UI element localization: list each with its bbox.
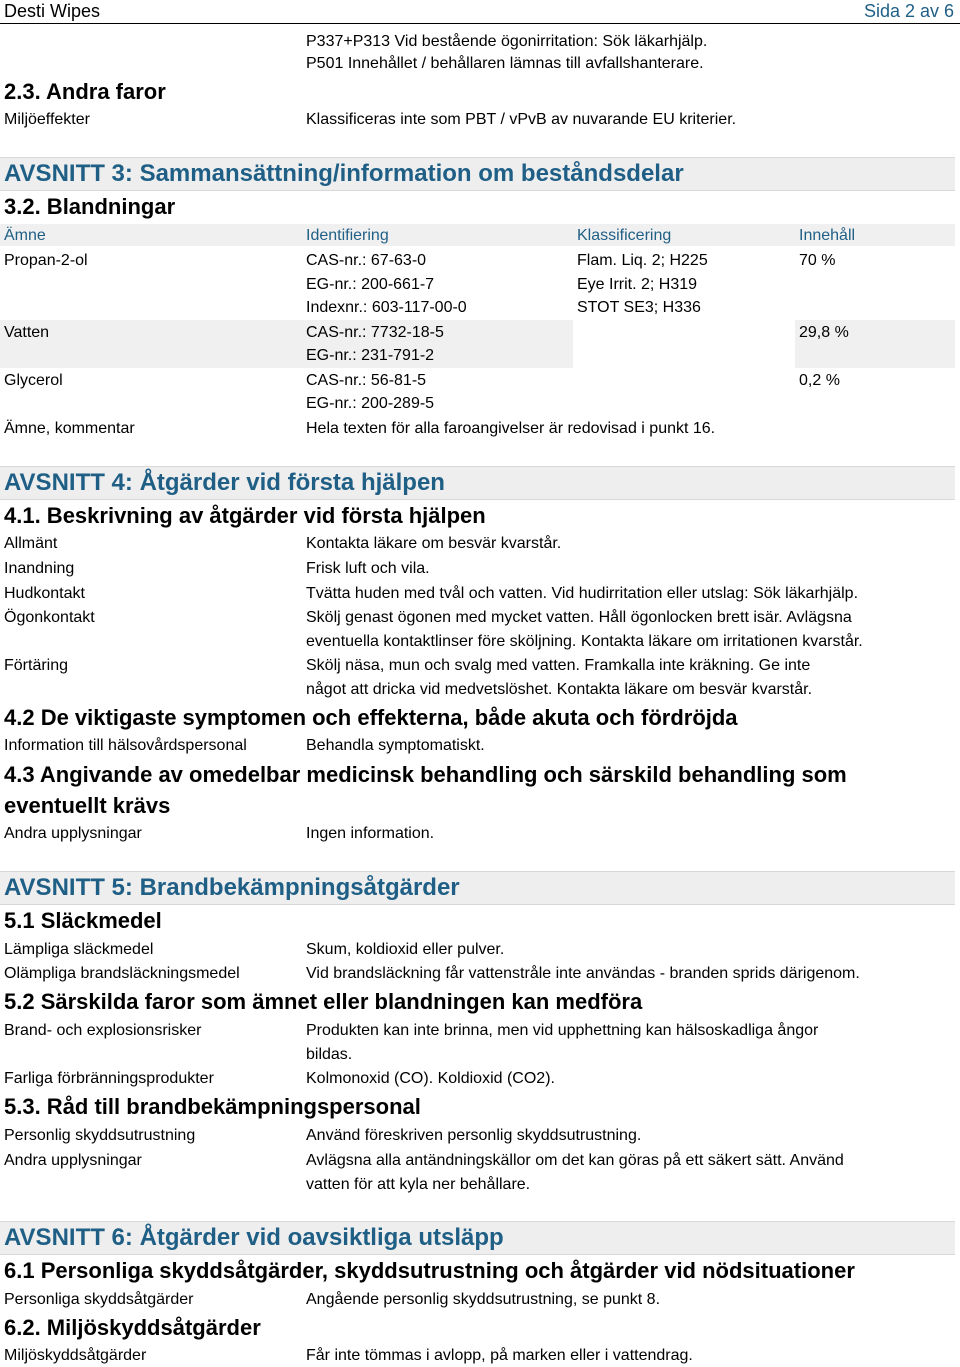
section-3-header: [0, 157, 955, 191]
row-1-cls-2: Eye Irrit. 2; H319: [577, 276, 698, 293]
row-2-eg: EG-nr.: 231-791-2: [306, 347, 435, 364]
personal-measures-label: Personliga skyddsåtgärder: [4, 1291, 194, 1308]
env-effects-value: Klassificeras inte som PBT / vPvB av nuvarande EU kriterier.: [306, 111, 737, 128]
eye-contact-label: Ögonkontakt: [4, 609, 95, 626]
env-effects-label: Miljöeffekter: [4, 111, 90, 128]
fire-risk-value-1: Produkten kan inte brinna, men vid upphettning kan hälsoskadliga ångor: [306, 1022, 819, 1039]
ppe-label: Personlig skyddsutrustning: [4, 1127, 196, 1144]
row-2-name: Vatten: [4, 324, 50, 341]
section-6-header: [0, 1221, 955, 1255]
precaution-p501: P501 Innehållet / behållaren lämnas till avfallshanterare.: [306, 55, 704, 72]
precaution-p337: P337+P313 Vid bestående ögonirritation: Sök läkarhjälp.: [306, 33, 708, 50]
row-1-cls-3: STOT SE3; H336: [577, 299, 701, 316]
s5-other-value-2: vatten för att kyla ner behållare.: [306, 1176, 531, 1193]
section-4-3-heading-2: eventuellt krävs: [4, 793, 171, 818]
section-4-2-heading: 4.2 De viktigaste symptomen och effekterna, både akuta och fördröjda: [4, 705, 738, 730]
section-2-3-heading: 2.3. Andra faror: [4, 79, 166, 104]
skin-contact-label: Hudkontakt: [4, 585, 85, 602]
row-1-index: Indexnr.: 603-117-00-0: [306, 299, 467, 316]
section-6-2-heading: 6.2. Miljöskyddsåtgärder: [4, 1315, 261, 1340]
health-info-label: Information till hälsovårdspersonal: [4, 737, 247, 754]
general-value: Kontakta läkare om besvär kvarstår.: [306, 535, 562, 552]
ingestion-value-2: något att dricka vid medvetslöshet. Kontakta läkare om besvär kvarstår.: [306, 681, 813, 698]
section-3-2-heading: 3.2. Blandningar: [4, 194, 176, 219]
section-6-title: AVSNITT 6: Åtgärder vid oavsiktliga utsläpp: [4, 1224, 504, 1251]
section-5-2-heading: 5.2 Särskilda faror som ämnet eller blandningen kan medföra: [4, 989, 643, 1014]
section-5-1-heading: 5.1 Släckmedel: [4, 908, 162, 933]
section-6-1-heading: 6.1 Personliga skyddsåtgärder, skyddsutrustning och åtgärder vid nödsituationer: [4, 1258, 855, 1283]
row-3-cas: CAS-nr.: 56-81-5: [306, 372, 427, 389]
eye-contact-value-1: Skölj genast ögonen med mycket vatten. Håll ögonlocken brett isär. Avlägsna: [306, 609, 852, 626]
row-1-eg: EG-nr.: 200-661-7: [306, 276, 435, 293]
col-header-substance: Ämne: [4, 227, 46, 244]
substance-comment-label: Ämne, kommentar: [4, 420, 135, 437]
combustion-value: Kolmonoxid (CO). Koldioxid (CO2).: [306, 1070, 555, 1087]
s4-other-label: Andra upplysningar: [4, 825, 142, 842]
s5-other-value-1: Avlägsna alla antändningskällor om det kan göras på ett säkert sätt. Använd: [306, 1152, 844, 1169]
fire-risk-value-2: bildas.: [306, 1046, 353, 1063]
ppe-value: Använd föreskriven personlig skyddsutrustning.: [306, 1127, 642, 1144]
header-rule: [0, 23, 960, 24]
eye-contact-value-2: eventuella kontaktlinser före sköljning. Kontakta läkare om irritationen kvarstår.: [306, 633, 863, 650]
row-3-name: Glycerol: [4, 372, 63, 389]
suitable-media-label: Lämpliga släckmedel: [4, 941, 154, 958]
row-3-eg: EG-nr.: 200-289-5: [306, 395, 435, 412]
health-info-value: Behandla symptomatiskt.: [306, 737, 485, 754]
fire-risk-label: Brand- och explosionsrisker: [4, 1022, 202, 1039]
env-measures-value: Får inte tömmas i avlopp, på marken eller i vattendrag.: [306, 1347, 693, 1364]
col-header-identification: Identifiering: [306, 227, 389, 244]
section-5-header: [0, 871, 955, 905]
suitable-media-value: Skum, koldioxid eller pulver.: [306, 941, 505, 958]
section-4-title: AVSNITT 4: Åtgärder vid första hjälpen: [4, 469, 445, 496]
unsuitable-media-label: Olämpliga brandsläckningsmedel: [4, 965, 240, 982]
section-5-3-heading: 5.3. Råd till brandbekämpningspersonal: [4, 1094, 421, 1119]
product-name: Desti Wipes: [4, 1, 101, 21]
col-header-classification: Klassificering: [577, 227, 672, 244]
ingestion-value-1: Skölj näsa, mun och svalg med vatten. Framkalla inte kräkning. Ge inte: [306, 657, 811, 674]
section-3-title: AVSNITT 3: Sammansättning/information om beståndsdelar: [4, 160, 684, 187]
env-measures-label: Miljöskyddsåtgärder: [4, 1347, 147, 1364]
section-4-1-heading: 4.1. Beskrivning av åtgärder vid första hjälpen: [4, 503, 486, 528]
section-4-3-heading-1: 4.3 Angivande av omedelbar medicinsk behandling och särskild behandling som: [4, 762, 847, 787]
row-3-content: 0,2 %: [799, 372, 840, 389]
inhalation-label: Inandning: [4, 560, 75, 577]
col-header-content: Innehåll: [799, 227, 856, 244]
row-1-cls-1: Flam. Liq. 2; H225: [577, 252, 708, 269]
substance-comment-value: Hela texten för alla faroangivelser är redovisad i punkt 16.: [306, 420, 716, 437]
page-number: Sida 2 av 6: [863, 1, 954, 21]
row-2-cas: CAS-nr.: 7732-18-5: [306, 324, 444, 341]
row-1-cas: CAS-nr.: 67-63-0: [306, 252, 427, 269]
combustion-label: Farliga förbränningsprodukter: [4, 1070, 214, 1087]
ingestion-label: Förtäring: [4, 657, 69, 674]
row-2-bg-left: [0, 320, 573, 368]
row-1-name: Propan-2-ol: [4, 252, 88, 269]
personal-measures-value: Angående personlig skyddsutrustning, se punkt 8.: [306, 1291, 661, 1308]
s5-other-label: Andra upplysningar: [4, 1152, 142, 1169]
skin-contact-value: Tvätta huden med tvål och vatten. Vid hudirritation eller utslag: Sök läkarhjälp.: [306, 585, 859, 602]
s4-other-value: Ingen information.: [306, 825, 435, 842]
row-2-content: 29,8 %: [799, 324, 849, 341]
general-label: Allmänt: [4, 535, 58, 552]
unsuitable-media-value: Vid brandsläckning får vattenstråle inte användas - branden sprids därigenom.: [306, 965, 860, 982]
inhalation-value: Frisk luft och vila.: [306, 560, 430, 577]
section-4-header: [0, 466, 955, 500]
section-5-title: AVSNITT 5: Brandbekämpningsåtgärder: [4, 874, 460, 901]
row-1-content: 70 %: [799, 252, 836, 269]
